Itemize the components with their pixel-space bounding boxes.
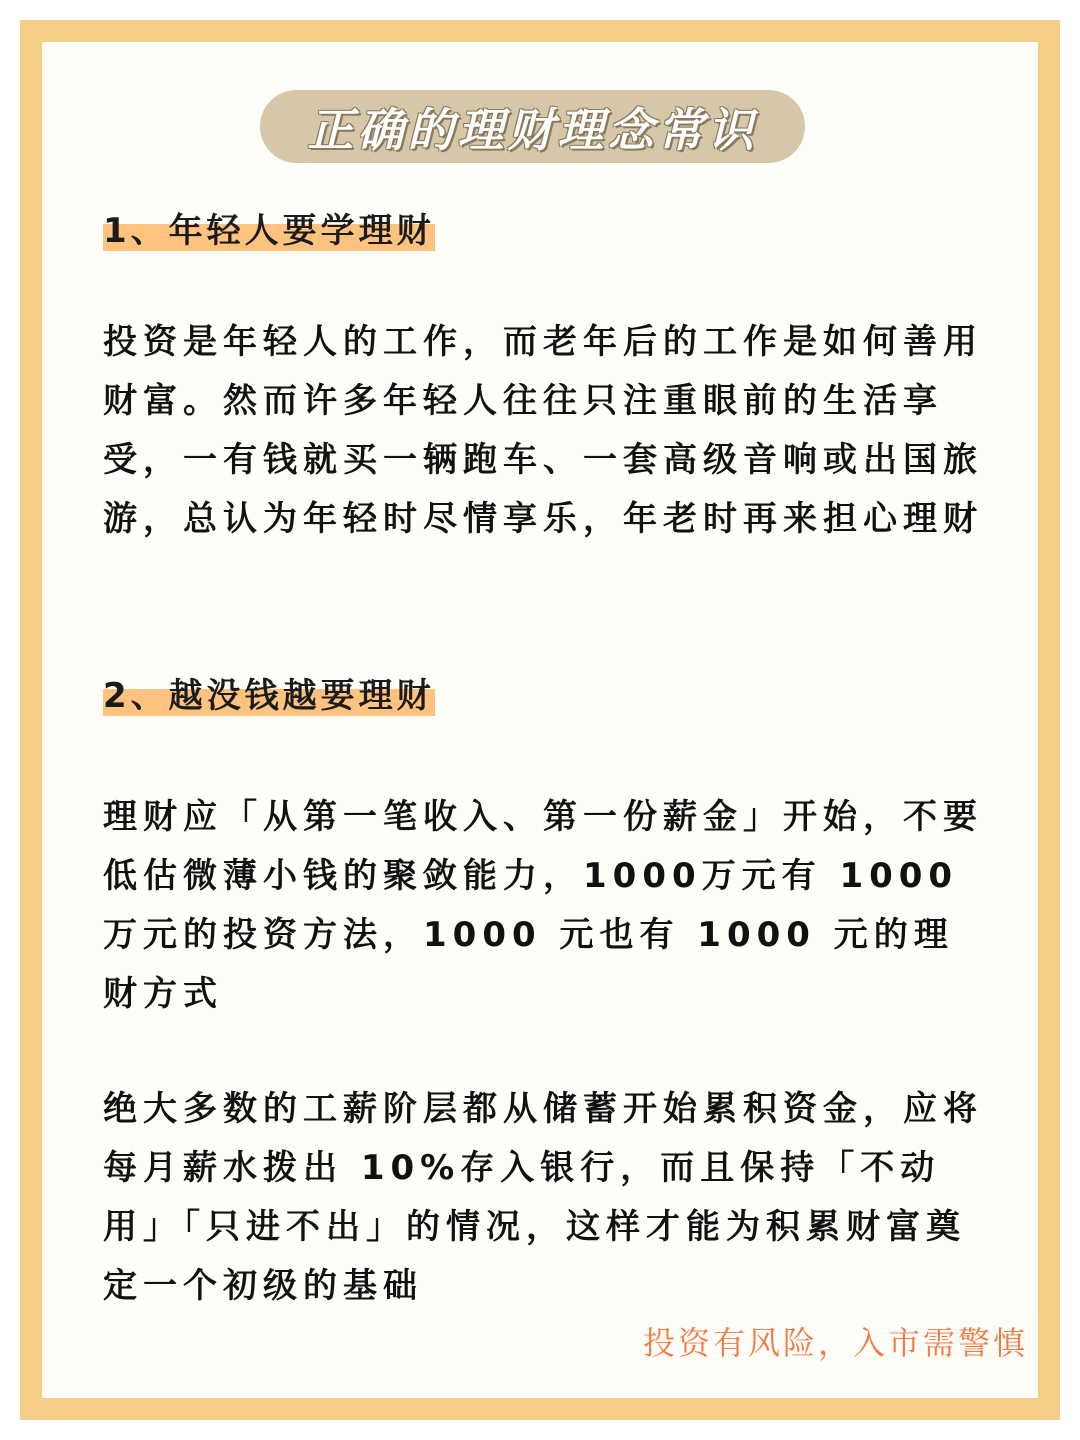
section-1-paragraph-1: 投资是年轻人的工作，而老年后的工作是如何善用财富。然而许多年轻人往往只注重眼前的生活享受，一有钱就买一辆跑车、一套高级音响或出国旅游，总认为年轻时尽情享乐，年老时再来担心理财: [103, 322, 983, 539]
section-heading-2: 2、越没钱越要理财: [103, 668, 435, 716]
section-heading-1: 1、年轻人要学理财: [103, 203, 435, 251]
title-banner: [260, 90, 805, 163]
section-2-paragraph-1: 理财应「从第一笔收入、第一份薪金」开始，不要低估微薄小钱的聚敛能力，1000万元有 1000 万元的投资方法，1000 元也有 1000 元的理财方式: [103, 797, 983, 1014]
page-title: 正确的理财理念常识: [307, 102, 758, 157]
section-2-paragraph-2: 绝大多数的工薪阶层都从储蓄开始累积资金，应将每月薪水拨出 10%存入银行，而且保持「不动用」「只进不出」的情况，这样才能为积累财富奠定一个初级的基础: [103, 1089, 983, 1306]
risk-disclaimer: 投资有风险，入市需警慎: [642, 1324, 1028, 1362]
